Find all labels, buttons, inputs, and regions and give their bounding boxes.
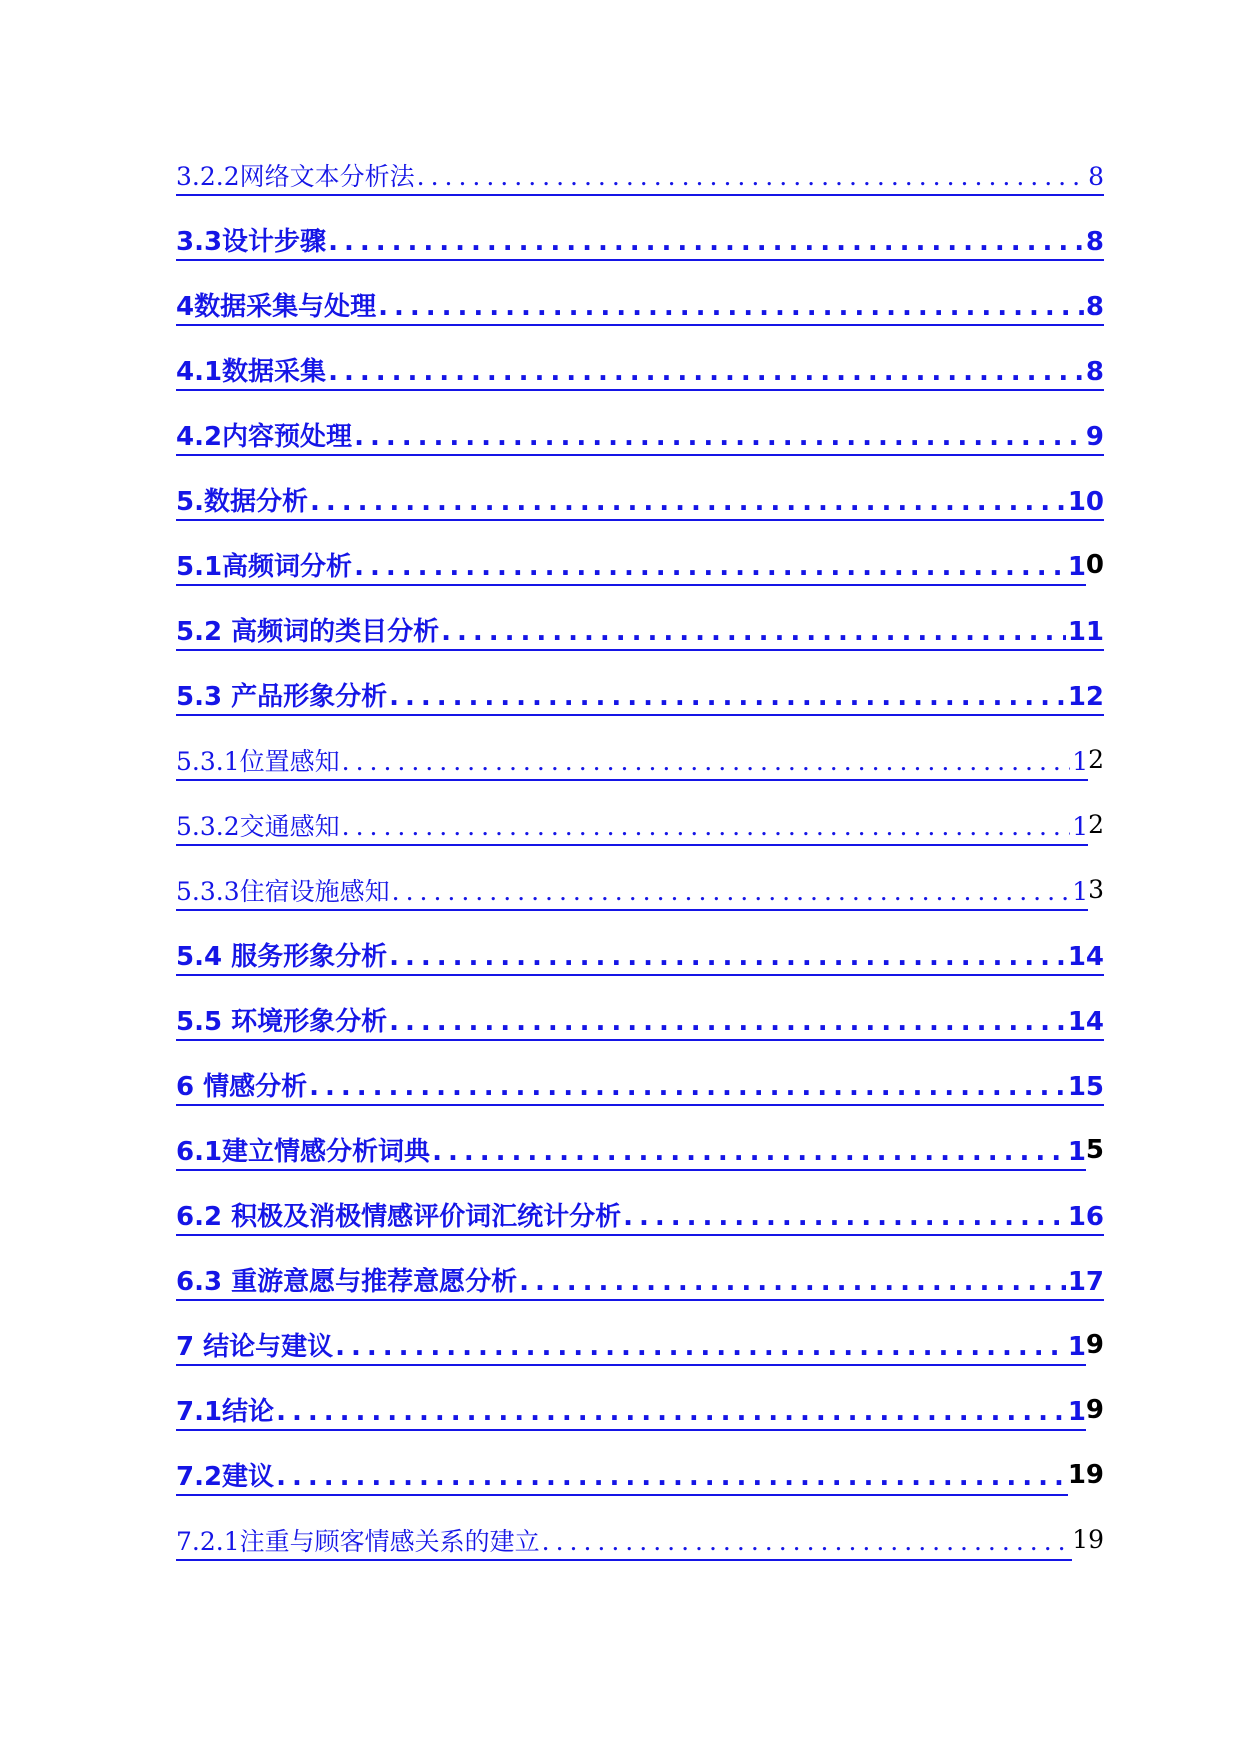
toc-link[interactable] [176, 808, 1088, 846]
toc-link[interactable] [176, 1133, 1086, 1171]
toc-entry-title: 6 情感分析 [176, 1072, 308, 1102]
toc-entry-5-3-3 [176, 873, 1104, 938]
toc-entry-title: 4数据采集与处理 [176, 292, 377, 322]
toc-entry-5-1 [176, 548, 1104, 613]
toc-link[interactable] [176, 418, 1104, 456]
toc-link[interactable] [176, 743, 1088, 781]
toc-page-number: 16 [1067, 1202, 1104, 1232]
toc-entry-5 [176, 483, 1104, 548]
toc-leader-dots [417, 160, 1086, 194]
toc-entry-7-2-1 [176, 1523, 1104, 1588]
toc-page-number: 8 [1088, 162, 1104, 191]
toc-page-number: 17 [1067, 1267, 1104, 1297]
toc-page-number: 1 [1067, 1137, 1086, 1167]
toc-page-number: 14 [1067, 1007, 1104, 1037]
toc-link[interactable] [176, 1003, 1104, 1041]
toc-link[interactable] [176, 938, 1104, 976]
toc-entry-5-3-1 [176, 743, 1104, 808]
toc-leader-dots [432, 1135, 1066, 1169]
toc-page-number: 1 [1072, 812, 1089, 841]
toc-page-number: 11 [1067, 617, 1104, 647]
toc-page-number: 1 [1067, 1397, 1086, 1427]
toc-entry-3-2-2 [176, 158, 1104, 223]
toc-entry-title: 5.3.2交通感知 [176, 812, 340, 841]
toc-link[interactable] [176, 1198, 1104, 1236]
toc-entry-title: 3.2.2网络文本分析法 [176, 162, 415, 191]
toc-entry-5-4 [176, 938, 1104, 1003]
toc-page-tail: 0 [1085, 550, 1104, 580]
toc-leader-dots [378, 290, 1084, 324]
toc-page-tail: 19 [1072, 1525, 1104, 1554]
toc-leader-dots [342, 810, 1071, 844]
toc-page-number: 8 [1085, 357, 1104, 387]
toc-entry-5-3 [176, 678, 1104, 743]
toc-entry-6-3 [176, 1263, 1104, 1328]
toc-entry-6 [176, 1068, 1104, 1133]
toc-page-number: 1 [1072, 747, 1089, 776]
toc-entry-title: 5.数据分析 [176, 487, 308, 517]
toc-link[interactable] [176, 288, 1104, 326]
toc-page-number: 10 [1067, 487, 1104, 517]
toc-leader-dots [328, 225, 1084, 259]
toc-entry-4 [176, 288, 1104, 353]
toc-entry-title: 5.5 环境形象分析 [176, 1007, 388, 1037]
toc-entry-title: 5.1高频词分析 [176, 552, 353, 582]
table-of-contents [176, 158, 1104, 1588]
toc-entry-title: 3.3设计步骤 [176, 227, 327, 257]
toc-entry-7-1 [176, 1393, 1104, 1458]
toc-leader-dots [276, 1460, 1066, 1494]
toc-link[interactable] [176, 678, 1104, 716]
toc-leader-dots [519, 1265, 1066, 1299]
toc-page-tail: 3 [1088, 875, 1104, 904]
toc-page-tail: 2 [1088, 810, 1104, 839]
toc-link[interactable] [176, 1068, 1104, 1106]
toc-page-number: 15 [1067, 1072, 1104, 1102]
toc-leader-dots [389, 680, 1066, 714]
toc-page-number: 8 [1085, 227, 1104, 257]
toc-link[interactable] [176, 1263, 1104, 1301]
toc-page-number: 12 [1067, 682, 1104, 712]
toc-leader-dots [309, 1070, 1066, 1104]
toc-page-tail: 2 [1088, 745, 1104, 774]
toc-page-number: 1 [1067, 1332, 1086, 1362]
toc-entry-title: 7 结论与建议 [176, 1332, 334, 1362]
toc-leader-dots [392, 875, 1071, 909]
toc-link[interactable] [176, 548, 1086, 586]
toc-leader-dots [389, 940, 1066, 974]
toc-link[interactable] [176, 223, 1104, 261]
toc-entry-title: 7.2.1注重与顾客情感关系的建立 [176, 1527, 540, 1556]
toc-entry-title: 6.1建立情感分析词典 [176, 1137, 431, 1167]
toc-entry-7-2 [176, 1458, 1104, 1523]
toc-page-number: 1 [1072, 877, 1089, 906]
toc-leader-dots [542, 1525, 1071, 1559]
toc-link[interactable] [176, 1523, 1072, 1561]
toc-entry-4-2 [176, 418, 1104, 483]
toc-leader-dots [310, 485, 1066, 519]
toc-link[interactable] [176, 1458, 1068, 1496]
toc-entry-7 [176, 1328, 1104, 1393]
toc-leader-dots [335, 1330, 1066, 1364]
toc-entry-title: 4.2内容预处理 [176, 422, 353, 452]
toc-page-number: 9 [1085, 422, 1104, 452]
toc-entry-6-1 [176, 1133, 1104, 1198]
toc-entry-title: 4.1数据采集 [176, 357, 327, 387]
toc-link[interactable] [176, 873, 1088, 911]
toc-entry-title: 7.2建议 [176, 1462, 275, 1492]
toc-entry-title: 5.4 服务形象分析 [176, 942, 388, 972]
toc-entry-5-5 [176, 1003, 1104, 1068]
toc-entry-title: 7.1结论 [176, 1397, 275, 1427]
toc-page-tail: 19 [1067, 1460, 1104, 1490]
toc-page-number: 8 [1085, 292, 1104, 322]
toc-link[interactable] [176, 353, 1104, 391]
toc-leader-dots [276, 1395, 1066, 1429]
toc-entry-title: 5.3.1位置感知 [176, 747, 340, 776]
toc-entry-3-3 [176, 223, 1104, 288]
toc-page-number: 1 [1067, 552, 1086, 582]
toc-entry-6-2 [176, 1198, 1104, 1263]
toc-link[interactable] [176, 158, 1104, 196]
toc-page-tail: 9 [1085, 1395, 1104, 1425]
toc-entry-title: 5.3.3住宿设施感知 [176, 877, 390, 906]
toc-entry-4-1 [176, 353, 1104, 418]
toc-leader-dots [328, 355, 1084, 389]
toc-page-tail: 9 [1085, 1330, 1104, 1360]
toc-link[interactable] [176, 613, 1104, 651]
toc-link[interactable] [176, 1328, 1086, 1366]
toc-leader-dots [354, 550, 1066, 584]
toc-link[interactable] [176, 483, 1104, 521]
toc-entry-title: 6.2 积极及消极情感评价词汇统计分析 [176, 1202, 622, 1232]
toc-entry-title: 5.2 高频词的类目分析 [176, 617, 440, 647]
toc-leader-dots [342, 745, 1071, 779]
toc-entry-5-2 [176, 613, 1104, 678]
toc-leader-dots [441, 615, 1066, 649]
toc-leader-dots [389, 1005, 1066, 1039]
toc-leader-dots [623, 1200, 1066, 1234]
toc-entry-title: 5.3 产品形象分析 [176, 682, 388, 712]
toc-entry-title: 6.3 重游意愿与推荐意愿分析 [176, 1267, 518, 1297]
toc-link[interactable] [176, 1393, 1086, 1431]
toc-page-number: 14 [1067, 942, 1104, 972]
toc-entry-5-3-2 [176, 808, 1104, 873]
toc-leader-dots [354, 420, 1084, 454]
toc-page-tail: 5 [1085, 1135, 1104, 1165]
